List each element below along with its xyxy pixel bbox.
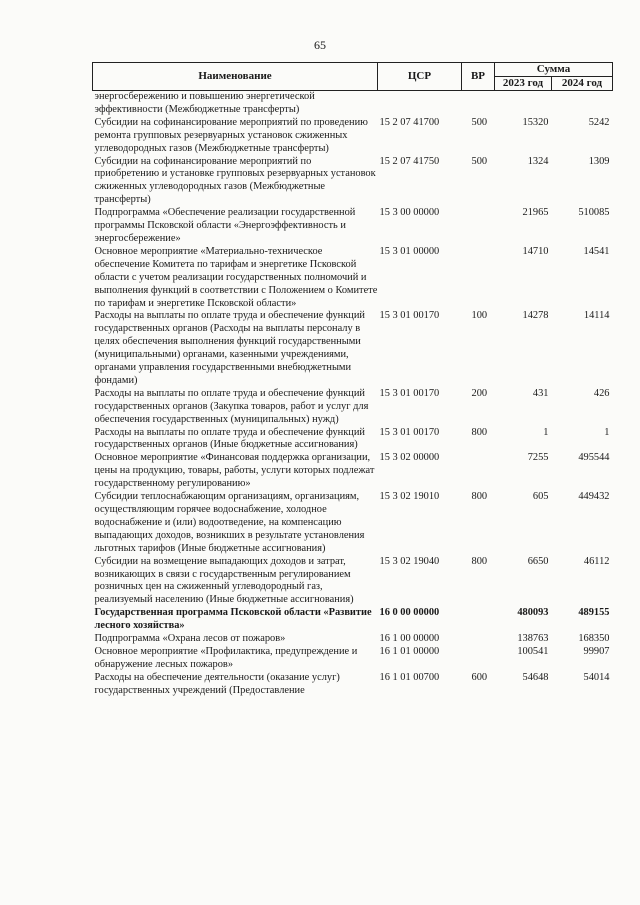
row-csr: 15 3 02 19010 [379,491,440,503]
row-value-2024: 426 [593,387,610,399]
row-vr [462,207,495,246]
header-csr: ЦСР [378,63,462,91]
table-row [93,91,613,117]
row-name: Основное мероприятие «Материально-техническое обеспечение Комитета по тарифам и энергетике Псковской области с учетом реализации государственных полномочий и выполнения функций в соответствии с Положением о Комитете по тарифам и энергетике Псковской области» [94,245,378,309]
row-csr: 15 2 07 41700 [379,116,440,128]
row-value-2023: 21965 [522,207,549,219]
row-csr: 15 3 01 00170 [379,426,440,438]
row-csr: 15 3 01 00170 [379,387,440,399]
row-csr: 16 1 00 00000 [379,633,440,645]
row-csr: 16 1 01 00700 [379,671,440,683]
row-value-2024: 168350 [578,633,610,645]
row-value-2023: 14710 [522,245,549,257]
row-vr: 800 [471,426,488,438]
header-sum: Сумма [495,63,613,77]
row-value-2024: 46112 [583,555,610,567]
header-year-2024: 2024 год [552,77,613,91]
table-row [93,427,613,453]
header-vr: ВР [462,63,495,91]
table-row [93,633,613,646]
row-value-2024: 5242 [588,116,610,128]
row-name: Расходы на обеспечение деятельности (оказание услуг) государственных учреждений (Предоставление [94,671,340,696]
row-value-2024: 449432 [578,491,610,503]
table-body [93,91,613,698]
row-name: Подпрограмма «Охрана лесов от пожаров» [94,633,286,645]
table-row [93,556,613,608]
table-row [93,672,613,698]
row-value-2024: 54014 [583,671,610,683]
row-name: Государственная программа Псковской области «Развитие лесного хозяйства» [94,607,372,632]
row-value-2023: 138763 [517,633,549,645]
header-name: Наименование [93,63,378,91]
row-vr [462,91,495,117]
row-csr: 16 1 01 00000 [379,645,440,657]
row-name: Основное мероприятие «Профилактика, предупреждение и обнаружение лесных пожаров» [94,645,358,670]
row-value-2023: 15320 [522,116,549,128]
table-row [93,491,613,556]
row-value-2023: 100541 [517,645,549,657]
row-value-2023: 6650 [527,555,549,567]
row-vr [462,646,495,672]
row-vr: 800 [471,555,488,567]
table-row [93,310,613,387]
row-csr [378,91,462,117]
table-row [93,607,613,633]
row-vr [462,633,495,646]
row-value-2023: 54648 [522,671,549,683]
row-value-2023: 1 [543,426,549,438]
header-year-2023: 2023 год [495,77,552,91]
row-value-2023: 1324 [527,155,549,167]
row-vr: 500 [471,155,488,167]
row-vr [462,246,495,311]
row-name: Субсидии на софинансирование мероприятий по проведению ремонта групповых резервуарных установок сжиженных углеводородных газов (Межбюджетные трансферты) [94,116,368,154]
row-value-2024: 510085 [578,207,610,219]
row-name: Расходы на выплаты по оплате труда и обеспечение функций государственных органов (Закупка товаров, работ и услуг для обеспечения государственных (муниципальных) нужд) [94,387,369,425]
row-vr: 200 [471,387,488,399]
row-value-2024: 14114 [583,310,610,322]
table-row [93,246,613,311]
table-row [93,388,613,427]
row-name: Подпрограмма «Обеспечение реализации государственной программы Псковской области «Энергоэффективность и энергосбережение» [94,207,356,244]
row-csr: 15 3 02 00000 [379,452,440,464]
table-row [93,117,613,156]
row-vr: 800 [471,491,488,503]
row-name: Субсидии на софинансирование мероприятий по приобретению и установке групповых резервуарных установок сжиженных углеводородных газов (Межбюджетные трансферты) [94,155,376,206]
row-vr: 600 [471,671,488,683]
row-csr: 15 3 01 00000 [379,245,440,257]
table-row [93,207,613,246]
table-row [93,156,613,208]
row-value-2023 [495,91,552,117]
row-name: Субсидии теплоснабжающим организациям, организациям, осуществляющим горячее водоснабжение, холодное водоснабжение и (или) водоотведение, на компенсацию выпадающих доходов, возникших в результате установления льготных тарифов (Иные бюджетные ассигнования) [94,491,365,554]
page-number: 65 [314,38,326,52]
row-vr [462,607,495,633]
row-value-2024: 489155 [578,607,610,619]
row-value-2024: 495544 [578,452,610,464]
row-value-2023: 605 [532,491,549,503]
budget-table [92,62,613,698]
row-csr: 15 3 02 19040 [379,555,440,567]
table-row [93,646,613,672]
row-name: Расходы на выплаты по оплате труда и обеспечение функций государственных органов (Расходы на выплаты персоналу в целях обеспечения выполнения функций государственными (муниципальными) органами, казенными учреждениями, органами управления государственными внебюджетными фондами) [94,310,365,386]
row-value-2024 [552,91,613,117]
row-value-2024: 99907 [583,645,610,657]
row-value-2023: 7255 [527,452,549,464]
table-row [93,452,613,491]
row-vr: 500 [471,116,488,128]
row-vr: 100 [471,310,488,322]
row-value-2023: 480093 [517,607,549,619]
row-value-2023: 431 [532,387,549,399]
row-name: Основное мероприятие «Финансовая поддержка организации, цены на продукцию, товары, работы, услуги которых подлежат государственному регулированию» [94,452,375,490]
row-value-2023: 14278 [522,310,549,322]
row-value-2024: 1309 [588,155,610,167]
row-csr: 15 2 07 41750 [379,155,440,167]
row-value-2024: 14541 [583,245,610,257]
row-name: Субсидии на возмещение выпадающих доходов и затрат, возникающих в связи с государственным регулированием розничных цен на сжиженный углеводородный газ, реализуемый населению (Иные бюджетные ассигнования) [94,555,354,606]
row-name: Расходы на выплаты по оплате труда и обеспечение функций государственных органов (Иные бюджетные ассигнования) [94,426,365,451]
row-name: энергосбережению и повышению энергетической эффективности (Межбюджетные трансферты) [94,91,315,115]
row-csr: 15 3 00 00000 [379,207,440,219]
row-value-2024: 1 [604,426,610,438]
row-csr: 15 3 01 00170 [379,310,440,322]
row-csr: 16 0 00 00000 [379,607,440,619]
row-vr [462,452,495,491]
